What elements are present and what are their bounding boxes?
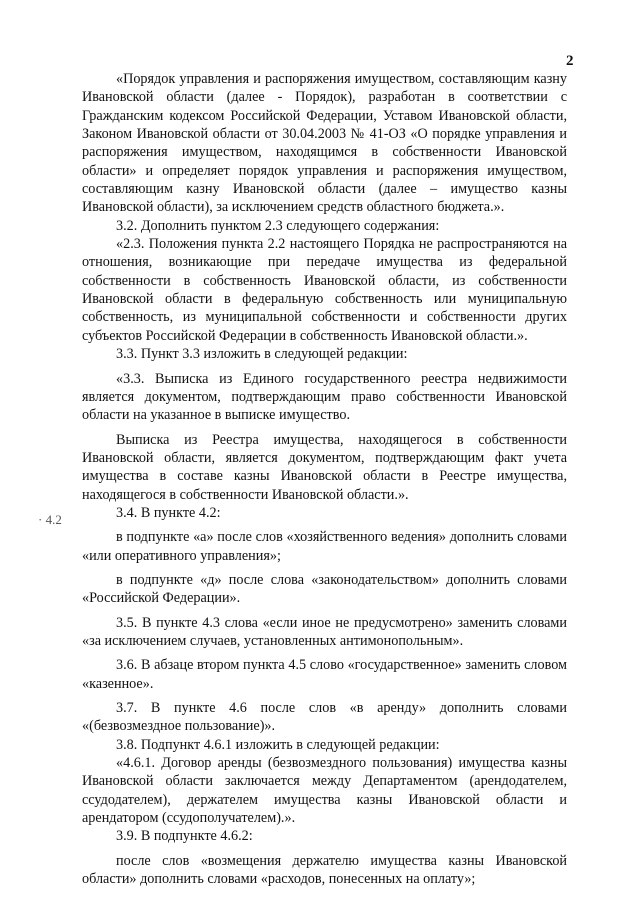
paragraph-4-6-1-text: «4.6.1. Договор аренды (безвозмездного пользования) имущества казны Ивановской области заключается между Департаментом (арендодателем, ссудодателем), держателем имущества казны Ивановской области и арендатором (ссудополучателем).». [82, 755, 567, 827]
paragraph-3-3: 3.3. Пункт 3.3 изложить в следующей редакции: [116, 346, 408, 363]
paragraph-2-3-text: «2.3. Положения пункта 2.2 настоящего Порядка не распространяются на отношения, возникающие при передаче имущества из федеральной собственности в собственность Ивановской области, из собственности Ивановской области в федеральную собственность или муниципальную собственность, из муниципальной собственности и собственности других субъектов Российской Федерации в собственность Ивановской области.». [82, 236, 567, 344]
paragraph-3-8: 3.8. Подпункт 4.6.1 изложить в следующей редакции: [116, 736, 440, 753]
document-body [82, 70, 567, 888]
margin-mark: · 4.2 [38, 512, 62, 527]
paragraph-3-6: 3.6. В абзаце втором пункта 4.5 слово «государственное» заменить словом «казенное». [82, 657, 567, 692]
paragraph-subitem-d: в подпункте «д» после слова «законодательством» дополнить словами «Российской Федерации». [82, 571, 567, 607]
paragraph-3-4: 3.4. В пункте 4.2: [116, 504, 221, 521]
page-number: 2 [566, 53, 574, 69]
paragraph-3-7: 3.7. В пункте 4.6 после слов «в аренду» дополнить словами «(безвозмездное пользование)». [82, 700, 567, 735]
paragraph-3-5: 3.5. В пункте 4.3 слова «если иное не предусмотрено» заменить словами «за исключением случаев, установленных антимонопольным». [82, 614, 567, 649]
paragraph-order-preamble: «Порядок управления и распоряжения имуществом, составляющим казну Ивановской области (далее - Порядок), разработан в соответствии с Гражданским кодексом Российской Федерации, Уставом Ивановской области, Законом Ивановской области от 30.04.2003 № 41-ОЗ «О порядке управления и распоряжения имуществом, находящимся в собственности Ивановской области» и определяет порядок управления и распоряжения имуществом, составляющим казну Ивановской области (далее – имущество казны Ивановской области), за исключением средств областного бюджета.». [82, 71, 567, 216]
paragraph-subitem-a: в подпункте «а» после слов «хозяйственного ведения» дополнить словами «или оперативного управления»; [82, 529, 567, 564]
paragraph-3-9: 3.9. В подпункте 4.6.2: [116, 828, 253, 845]
paragraph-3-3-text: «3.3. Выписка из Единого государственного реестра недвижимости является документом, подтверждающим право собственности Ивановской области на указанное в выписке имущество. [82, 370, 567, 424]
paragraph-registry-extract: Выписка из Реестра имущества, находящегося в собственности Ивановской области, является документом, подтверждающим факт учета имущества в составе казны Ивановской области в Реестре имущества, находящегося в собственности Ивановской области.». [82, 431, 567, 503]
paragraph-3-2: 3.2. Дополнить пунктом 2.3 следующего содержания: [116, 217, 440, 234]
paragraph-3-9-text: после слов «возмещения держателю имущества казны Ивановской области» дополнить словами «расходов, понесенных на оплату»; [82, 852, 567, 888]
